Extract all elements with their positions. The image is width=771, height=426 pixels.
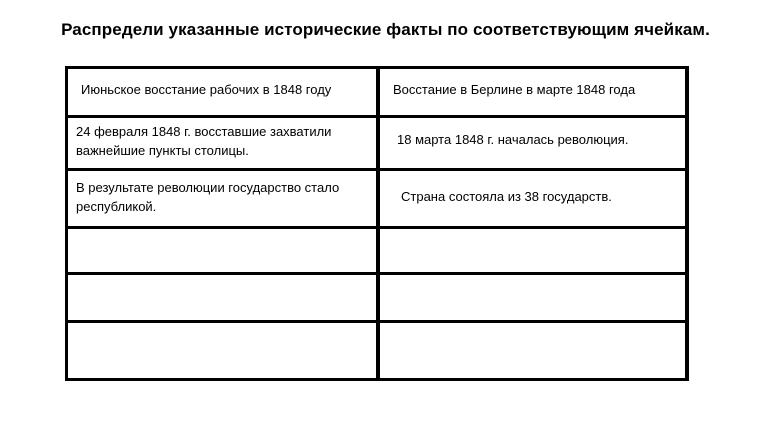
cell-text: республикой. (76, 199, 157, 214)
table-row-divider (65, 226, 689, 229)
cell-text: важнейшие пункты столицы. (76, 143, 249, 158)
cell-text: 18 марта 1848 г. началась революция. (397, 132, 629, 147)
table-cell-left (76, 178, 339, 216)
cell-text: Восстание в Берлине в марте 1848 года (393, 82, 636, 97)
table-row-divider (65, 115, 689, 118)
table-cell-left (76, 122, 331, 160)
table-row-divider (65, 168, 689, 171)
cell-text: Страна состояла из 38 государств. (401, 189, 612, 204)
table-column-divider (376, 66, 380, 381)
table-cell-left (81, 80, 331, 99)
table-border-bottom (65, 378, 689, 381)
table-row-divider (65, 320, 689, 323)
page-title: Распредели указанные исторические факты по соответствующим ячейкам. (61, 20, 710, 39)
table-cell-right (401, 187, 612, 206)
table-border-top (65, 66, 689, 69)
cell-text: В результате революции государство стало (76, 180, 340, 195)
facts-table (65, 66, 689, 381)
cell-text: 24 февраля 1848 г. восставшие захватили (76, 124, 332, 139)
table-row-divider (65, 272, 689, 275)
table-cell-right (397, 130, 628, 149)
table-cell-right (393, 80, 635, 99)
table-border-left (65, 66, 68, 381)
cell-text: Июньское восстание рабочих в 1848 году (81, 82, 332, 97)
table-border-right (685, 66, 689, 381)
